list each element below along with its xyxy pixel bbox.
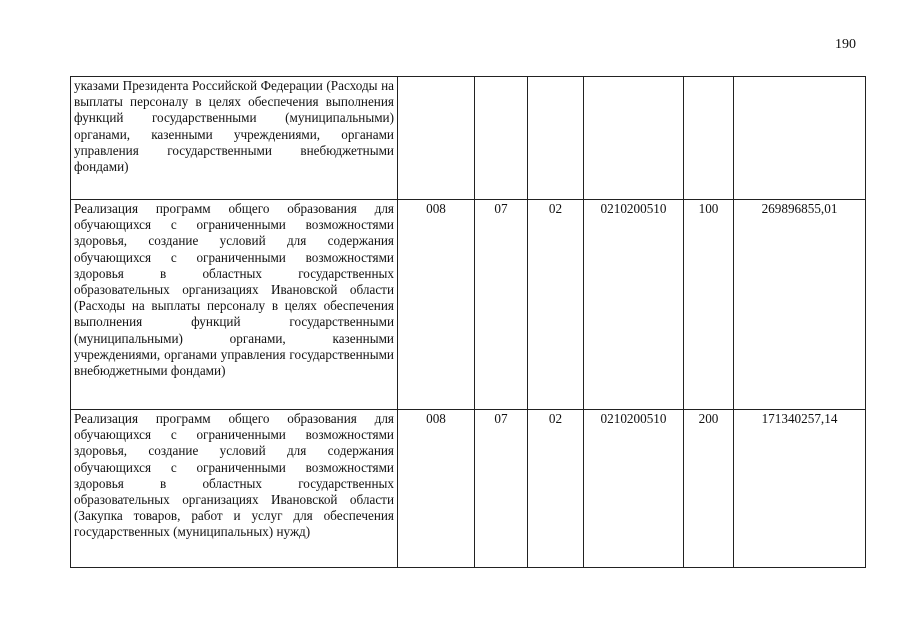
subsection-code-cell: 02 bbox=[528, 200, 584, 410]
target-article-cell: 0210200510 bbox=[584, 410, 684, 568]
table-row bbox=[71, 77, 866, 200]
ministry-code-cell bbox=[398, 77, 475, 200]
target-article-cell bbox=[584, 77, 684, 200]
subsection-code-cell: 02 bbox=[528, 410, 584, 568]
section-code-cell: 07 bbox=[475, 410, 528, 568]
expense-type-cell: 100 bbox=[684, 200, 734, 410]
table-row bbox=[71, 200, 866, 410]
expense-name-cell: указами Президента Российской Федерации (Расходы на выплаты персоналу в целях обеспечения выполнения функций государственными (муниципальными) органами, казенными учреждениями, органами управления государственными внебюджетными фондами) bbox=[71, 77, 398, 200]
amount-cell bbox=[734, 77, 866, 200]
subsection-code-cell bbox=[528, 77, 584, 200]
page-number: 190 bbox=[835, 37, 856, 52]
ministry-code-cell: 008 bbox=[398, 200, 475, 410]
section-code-cell bbox=[475, 77, 528, 200]
ministry-code-cell: 008 bbox=[398, 410, 475, 568]
table-row bbox=[71, 410, 866, 568]
expense-type-cell bbox=[684, 77, 734, 200]
budget-table bbox=[70, 76, 866, 568]
target-article-cell: 0210200510 bbox=[584, 200, 684, 410]
expense-name-cell: Реализация программ общего образования для обучающихся с ограниченными возможностями здоровья, создание условий для содержания обучающихся с ограниченными возможностями здоровья в областных государственных образовательных организациях Ивановской области (Закупка товаров, работ и услуг для обеспечения государственных (муниципальных) нужд) bbox=[71, 410, 398, 568]
expense-name-cell: Реализация программ общего образования для обучающихся с ограниченными возможностями здоровья, создание условий для содержания обучающихся с ограниченными возможностями здоровья в областных государственных образовательных организациях Ивановской области (Расходы на выплаты персоналу в целях обеспечения выполнения функций государственными (муниципальными) органами, казенными учреждениями, органами управления государственными внебюджетными фондами) bbox=[71, 200, 398, 410]
section-code-cell: 07 bbox=[475, 200, 528, 410]
amount-cell: 269896855,01 bbox=[734, 200, 866, 410]
amount-cell: 171340257,14 bbox=[734, 410, 866, 568]
expense-type-cell: 200 bbox=[684, 410, 734, 568]
